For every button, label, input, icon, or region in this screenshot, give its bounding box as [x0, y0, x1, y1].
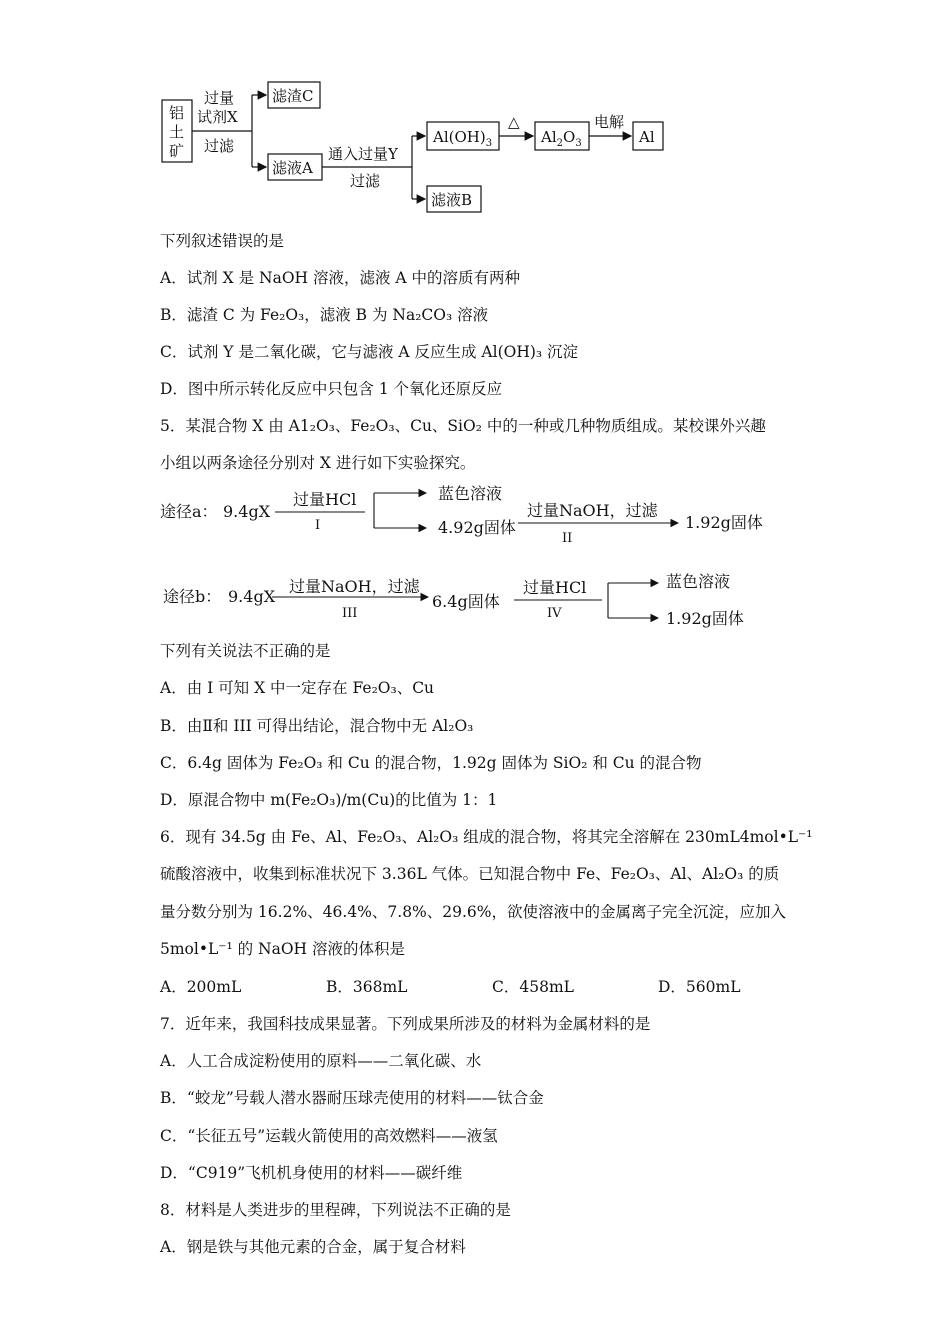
- route-b-solid1: 6.4g固体: [432, 592, 500, 611]
- q5-route-diagram: [0, 478, 950, 638]
- q5-option-d: D．原混合物中 m(Fe₂O₃)/m(Cu)的比值为 1：1: [160, 791, 498, 809]
- ore-char-3: 矿: [169, 142, 185, 160]
- q6-choice-b: B．368mL: [326, 978, 408, 996]
- q6-line4: 5mol•L⁻¹ 的 NaOH 溶液的体积是: [160, 940, 405, 958]
- aloh3-label: $Al(OH)_3$: [433, 128, 493, 149]
- ore-char-2: 土: [169, 123, 185, 141]
- q4-option-d: D．图中所示转化反应中只包含 1 个氧化还原反应: [160, 380, 503, 398]
- q5-option-a: A．由 I 可知 X 中一定存在 Fe₂O₃、Cu: [160, 679, 435, 697]
- q5-question: 下列有关说法不正确的是: [160, 642, 331, 660]
- q5-stem-line1: 5．某混合物 X 由 A1₂O₃、Fe₂O₃、Cu、SiO₂ 中的一种或几种物质组成。某校课外兴趣: [160, 417, 766, 435]
- route-b-label: 途径b：: [163, 587, 222, 606]
- q7-option-b: B．“蛟龙”号载人潜水器耐压球壳使用的材料——钛合金: [160, 1089, 544, 1107]
- route-b-blue-solution: 蓝色溶液: [666, 572, 731, 591]
- route-a-blue-solution: 蓝色溶液: [438, 484, 503, 503]
- q8-option-a: A．钢是铁与其他元素的合金，属于复合材料: [160, 1238, 466, 1256]
- q5-option-c: C．6.4g 固体为 Fe₂O₃ 和 Cu 的混合物，1.92g 固体为 SiO₂ 和 Cu 的混合物: [160, 754, 702, 772]
- route-a-step1-reagent: 过量HCl: [293, 490, 357, 509]
- q6-line3: 量分数分别为 16.2%、46.4%、7.8%、29.6%，欲使溶液中的金属离子完全沉淀，应加入: [160, 903, 787, 921]
- pass-y-label: 通入过量Y: [328, 145, 398, 163]
- q4-option-a: A．试剂 X 是 NaOH 溶液，滤液 A 中的溶质有两种: [160, 269, 521, 287]
- route-b-solid2: 1.92g固体: [666, 609, 744, 628]
- al2o3-label: $Al_2O_3$: [541, 128, 582, 149]
- electrolysis-label: 电解: [594, 113, 625, 131]
- reagent-top-label: 过量: [204, 89, 235, 107]
- route-a-step2-reagent: 过量NaOH，过滤: [527, 501, 658, 520]
- route-b-step1-number: III: [342, 606, 358, 621]
- q7-option-c: C．“长征五号”运载火箭使用的高效燃料——液氢: [160, 1127, 498, 1145]
- q5-option-b: B．由Ⅱ和 III 可得出结论，混合物中无 Al₂O₃: [160, 717, 474, 735]
- q6-choice-a: A．200mL: [160, 978, 242, 996]
- q6-choice-c: C．458mL: [492, 978, 574, 996]
- q5-stem-line2: 小组以两条途径分别对 X 进行如下实验探究。: [160, 454, 476, 472]
- reagent-mid-label: 试剂X: [197, 108, 238, 126]
- residue-c-label: 滤渣C: [272, 87, 314, 105]
- route-b-step2-reagent: 过量HCl: [523, 578, 587, 597]
- heat-symbol: △: [508, 113, 520, 131]
- q7-option-a: A．人工合成淀粉使用的原料——二氧化碳、水: [160, 1052, 482, 1070]
- route-a-label: 途径a：: [160, 502, 218, 521]
- route-a-solid1: 4.92g固体: [438, 518, 516, 537]
- q4-option-c: C．试剂 Y 是二氧化碳，它与滤液 A 反应生成 Al(OH)₃ 沉淀: [160, 343, 579, 361]
- route-b-step1-reagent: 过量NaOH，过滤: [289, 577, 420, 596]
- filtrate-b-label: 滤液B: [431, 191, 473, 209]
- route-b-step2-number: IV: [547, 606, 562, 621]
- route-a-step1-number: I: [315, 518, 321, 533]
- q7-stem: 7．近年来，我国科技成果显著。下列成果所涉及的材料为金属材料的是: [160, 1015, 651, 1033]
- q6-choice-d: D．560mL: [658, 978, 741, 996]
- filter2-label: 过滤: [350, 172, 381, 190]
- route-a-step2-number: II: [562, 531, 573, 546]
- route-a-mass: 9.4gX: [223, 502, 271, 521]
- route-a-solid2: 1.92g固体: [685, 513, 763, 532]
- route-b-mass: 9.4gX: [228, 587, 276, 606]
- filtrate-a-label: 滤液A: [272, 159, 313, 177]
- q6-line2: 硫酸溶液中，收集到标准状况下 3.36L 气体。已知混合物中 Fe、Fe₂O₃、Al、Al₂O₃ 的质: [160, 865, 780, 883]
- q7-option-d: D．“C919”飞机机身使用的材料——碳纤维: [160, 1164, 463, 1182]
- q8-stem: 8．材料是人类进步的里程碑，下列说法不正确的是: [160, 1201, 511, 1219]
- ore-char-1: 铝: [169, 104, 185, 122]
- reagent-bottom-label: 过滤: [204, 137, 235, 155]
- q6-line1: 6．现有 34.5g 由 Fe、Al、Fe₂O₃、Al₂O₃ 组成的混合物，将其完全溶解在 230mL4mol•L⁻¹: [160, 828, 813, 846]
- bauxite-flow-diagram: [0, 0, 950, 225]
- q4-option-b: B．滤渣 C 为 Fe₂O₃，滤液 B 为 Na₂CO₃ 溶液: [160, 306, 489, 324]
- q4-stem: 下列叙述错误的是: [160, 232, 285, 250]
- al-label: Al: [639, 128, 655, 146]
